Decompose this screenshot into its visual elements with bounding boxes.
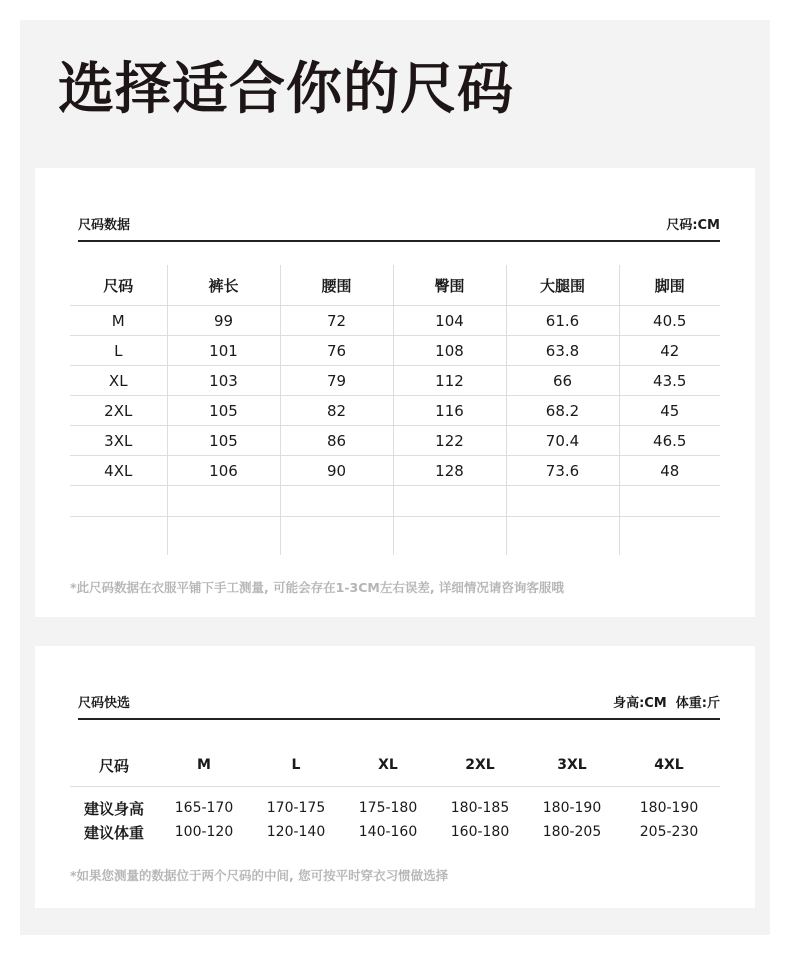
table-cell: 170-175 [266, 800, 326, 816]
column-header: 脚围 [619, 265, 720, 306]
table-cell: 122 [393, 426, 506, 456]
column-header: 大腿围 [506, 265, 619, 306]
table-cell: M [70, 306, 167, 336]
quick-select-unit: 身高:CM 体重:斤 [613, 696, 720, 711]
size-data-unit: 尺码:CM [666, 218, 720, 233]
table-cell: 73.6 [506, 456, 619, 486]
table-cell: 82 [280, 396, 393, 426]
column-header: 裤长 [167, 265, 280, 306]
table-cell: 140-160 [358, 824, 418, 840]
table-row [70, 426, 720, 456]
table-cell: 86 [280, 426, 393, 456]
quick-select-label: 尺码快选 [78, 696, 131, 711]
table-cell: 106 [167, 456, 280, 486]
column-header: 尺码 [70, 744, 158, 787]
column-header: 臀围 [393, 265, 506, 306]
table-row [70, 787, 720, 821]
size-data-header [78, 212, 720, 242]
table-cell: 66 [506, 366, 619, 396]
table-cell: 61.6 [506, 306, 619, 336]
table-cell: 101 [167, 336, 280, 366]
table-cell: 70.4 [506, 426, 619, 456]
table-row [70, 456, 720, 486]
table-cell: 108 [393, 336, 506, 366]
quick-select-header [78, 690, 720, 720]
row-header: 建议体重 [83, 823, 144, 842]
table-cell: 45 [619, 396, 720, 426]
table-cell: 103 [167, 366, 280, 396]
table-cell: L [70, 336, 167, 366]
table-cell: 76 [280, 336, 393, 366]
empty-table-row [70, 517, 720, 556]
column-header: XL [342, 744, 434, 787]
table-cell: 42 [619, 336, 720, 366]
table-cell: 3XL [70, 426, 167, 456]
table-cell: 40.5 [619, 306, 720, 336]
table-cell: 120-140 [266, 824, 326, 840]
column-header: 4XL [618, 744, 720, 787]
table-cell: 104 [393, 306, 506, 336]
table-cell: 180-205 [542, 824, 602, 840]
measurement-note: *此尺码数据在衣服平铺下手工测量, 可能会存在1-3CM左右误差, 详细情况请咨询客服哦 [70, 580, 564, 595]
table-cell: 180-190 [542, 800, 602, 816]
empty-table-row [70, 486, 720, 517]
table-cell: 128 [393, 456, 506, 486]
size-data-table [70, 265, 720, 555]
table-cell: 48 [619, 456, 720, 486]
table-header-row [70, 265, 720, 306]
table-cell: 116 [393, 396, 506, 426]
page-title: 选择适合你的尺码 [58, 57, 514, 122]
table-cell: 205-230 [639, 824, 699, 840]
column-header: M [158, 744, 250, 787]
table-row [70, 336, 720, 366]
table-cell: 90 [280, 456, 393, 486]
table-cell: 180-185 [450, 800, 510, 816]
column-header: 尺码 [70, 265, 167, 306]
size-data-card [35, 168, 755, 617]
column-header: L [250, 744, 342, 787]
column-header: 腰围 [280, 265, 393, 306]
table-cell: 63.8 [506, 336, 619, 366]
table-cell: 100-120 [174, 824, 234, 840]
table-cell: 46.5 [619, 426, 720, 456]
table-cell: 180-190 [639, 800, 699, 816]
column-header: 2XL [434, 744, 526, 787]
table-row [70, 820, 720, 844]
size-data-label: 尺码数据 [78, 218, 131, 233]
row-header: 建议身高 [83, 799, 144, 818]
table-cell: 160-180 [450, 824, 510, 840]
table-cell: 2XL [70, 396, 167, 426]
quick-select-table [70, 744, 720, 844]
table-cell: 68.2 [506, 396, 619, 426]
table-cell: 105 [167, 426, 280, 456]
table-cell: 72 [280, 306, 393, 336]
table-row [70, 366, 720, 396]
table-cell: 175-180 [358, 800, 418, 816]
table-cell: 79 [280, 366, 393, 396]
column-header: 3XL [526, 744, 618, 787]
table-row [70, 306, 720, 336]
table-row [70, 396, 720, 426]
quick-select-card [35, 646, 755, 908]
table-cell: 112 [393, 366, 506, 396]
table-cell: 105 [167, 396, 280, 426]
table-cell: 165-170 [174, 800, 234, 816]
table-header-row [70, 744, 720, 787]
selection-note: *如果您测量的数据位于两个尺码的中间, 您可按平时穿衣习惯做选择 [70, 868, 449, 883]
table-cell: 4XL [70, 456, 167, 486]
table-cell: 99 [167, 306, 280, 336]
table-cell: XL [70, 366, 167, 396]
table-cell: 43.5 [619, 366, 720, 396]
